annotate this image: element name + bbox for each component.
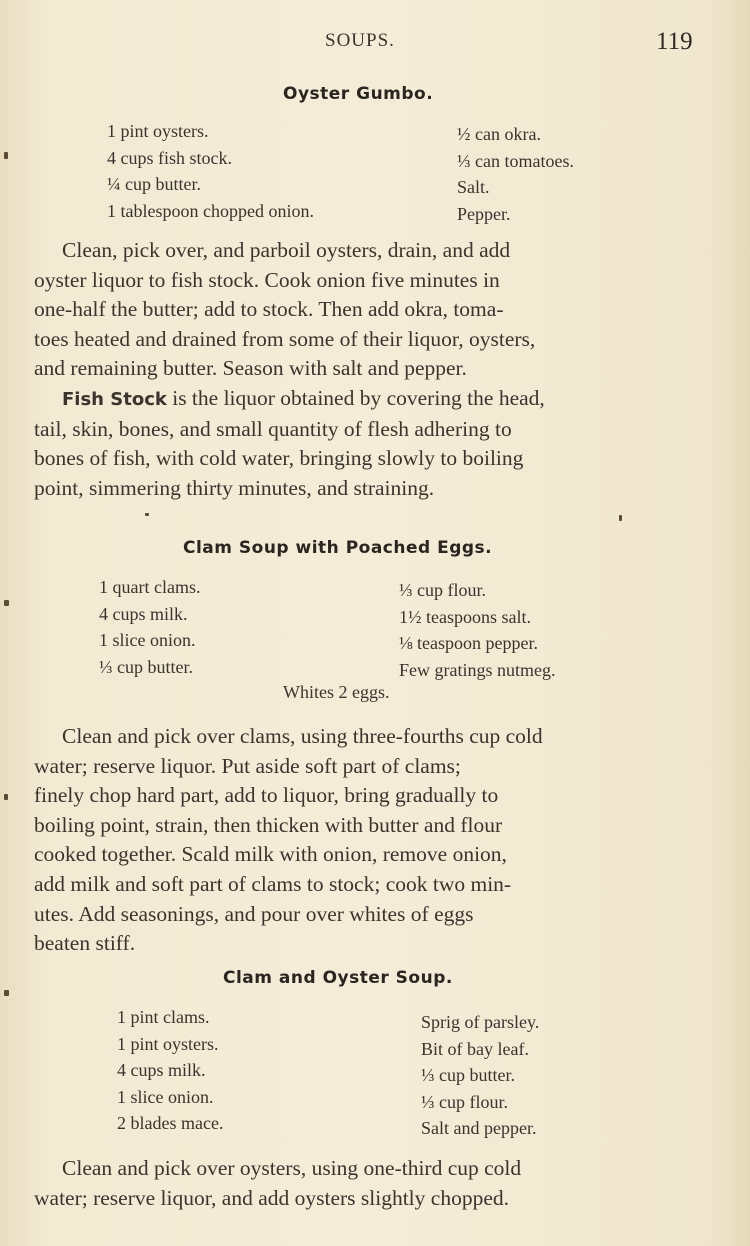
method-oyster-gumbo — [34, 236, 694, 503]
page-number: 119 — [656, 28, 693, 55]
text-line: boiling point, strain, then thicken with butter and flour — [34, 812, 503, 837]
ingredient: Sprig of parsley. — [421, 1012, 540, 1032]
text-line: toes heated and drained from some of their liquor, oysters, — [34, 326, 536, 351]
text-line: one-half the butter; add to stock. Then add okra, toma- — [34, 297, 504, 322]
text-line: add milk and soft part of clams to stock; cook two min- — [34, 871, 512, 896]
ingredient: ⅓ cup butter. — [99, 656, 193, 677]
ingredient: Few gratings nutmeg. — [399, 659, 556, 680]
ingredients-right-clam-oyster-soup — [421, 1009, 539, 1142]
text-line: oyster liquor to fish stock. Cook onion five minutes in — [34, 267, 500, 292]
ingredient: 1 pint oysters. — [117, 1033, 219, 1054]
text-line: cooked together. Scald milk with onion, remove onion, — [34, 842, 507, 867]
edge-mark — [4, 152, 8, 159]
text-line: beaten stiff. — [34, 931, 136, 956]
ingredient: Salt. — [457, 177, 490, 197]
ingredient: 1 tablespoon chopped onion. — [107, 200, 314, 221]
ingredient: Pepper. — [457, 203, 511, 224]
ingredient: Salt and pepper. — [421, 1118, 537, 1138]
text-line: is the liquor obtained by covering the head, — [172, 385, 545, 410]
fish-stock-definition — [34, 384, 694, 415]
ingredient: Bit of bay leaf. — [421, 1038, 529, 1059]
edge-mark — [4, 990, 9, 996]
ingredient: ⅛ teaspoon pepper. — [399, 633, 538, 653]
ingredients-left-clam-oyster-soup — [117, 1004, 223, 1137]
ingredient: ¼ cup butter. — [107, 174, 201, 194]
text-line: point, simmering thirty minutes, and straining. — [34, 475, 435, 500]
running-title: SOUPS. — [325, 30, 395, 51]
method-clam-soup — [34, 722, 686, 959]
text-line: water; reserve liquor. Put aside soft part of clams; — [34, 753, 461, 778]
ingredient: 4 cups fish stock. — [107, 147, 232, 168]
ingredient: 1 slice onion. — [117, 1086, 214, 1107]
method-clam-oyster-soup — [34, 1154, 680, 1213]
ingredient: ⅓ cup flour. — [421, 1091, 508, 1112]
ingredients-right-oyster-gumbo — [457, 121, 574, 227]
ingredient-whites-eggs: Whites 2 eggs. — [283, 682, 390, 702]
recipe-title-clam-oyster-soup: Clam and Oyster Soup. — [223, 968, 453, 988]
ingredient: 1½ teaspoons salt. — [399, 606, 531, 627]
ink-speck — [145, 513, 149, 516]
recipe-title-clam-soup: Clam Soup with Poached Eggs. — [183, 538, 493, 558]
text-line: bones of fish, with cold water, bringing slowly to boiling — [34, 446, 524, 471]
ingredient: ⅓ cup flour. — [399, 580, 486, 600]
page-header — [0, 28, 750, 58]
text-line: Clean and pick over clams, using three-fourths cup cold — [62, 724, 543, 748]
ingredient: 1 pint oysters. — [107, 121, 209, 141]
recipe-title-oyster-gumbo: Oyster Gumbo. — [283, 84, 434, 104]
ingredient: 1 quart clams. — [99, 577, 201, 597]
ingredient: ⅓ cup butter. — [421, 1065, 515, 1085]
ink-speck — [619, 515, 622, 521]
text-line: water; reserve liquor, and add oysters slightly chopped. — [34, 1185, 509, 1210]
text-line: finely chop hard part, add to liquor, bring gradually to — [34, 783, 499, 808]
ingredient: 1 pint clams. — [117, 1007, 210, 1027]
edge-mark — [4, 600, 9, 606]
text-line: Clean and pick over oysters, using one-third cup cold — [62, 1156, 522, 1180]
text-line: utes. Add seasonings, and pour over whites of eggs — [34, 901, 474, 926]
ingredient: 4 cups milk. — [99, 603, 188, 624]
ingredient: 1 slice onion. — [99, 630, 196, 650]
ingredients-left-oyster-gumbo — [107, 118, 314, 224]
fish-stock-term: Fish Stock — [62, 388, 167, 410]
edge-mark — [4, 794, 8, 800]
ingredients-left-clam-soup — [99, 574, 200, 680]
text-line: and remaining butter. Season with salt and pepper. — [34, 356, 467, 381]
ingredient: 4 cups milk. — [117, 1060, 206, 1080]
ingredient: ½ can okra. — [457, 124, 541, 144]
text-line: Clean, pick over, and parboil oysters, drain, and add — [62, 238, 511, 262]
ingredient: 2 blades mace. — [117, 1113, 224, 1133]
text-line: tail, skin, bones, and small quantity of flesh adhering to — [34, 416, 512, 441]
ingredient: ⅓ can tomatoes. — [457, 150, 574, 171]
ingredients-right-clam-soup — [399, 577, 555, 683]
